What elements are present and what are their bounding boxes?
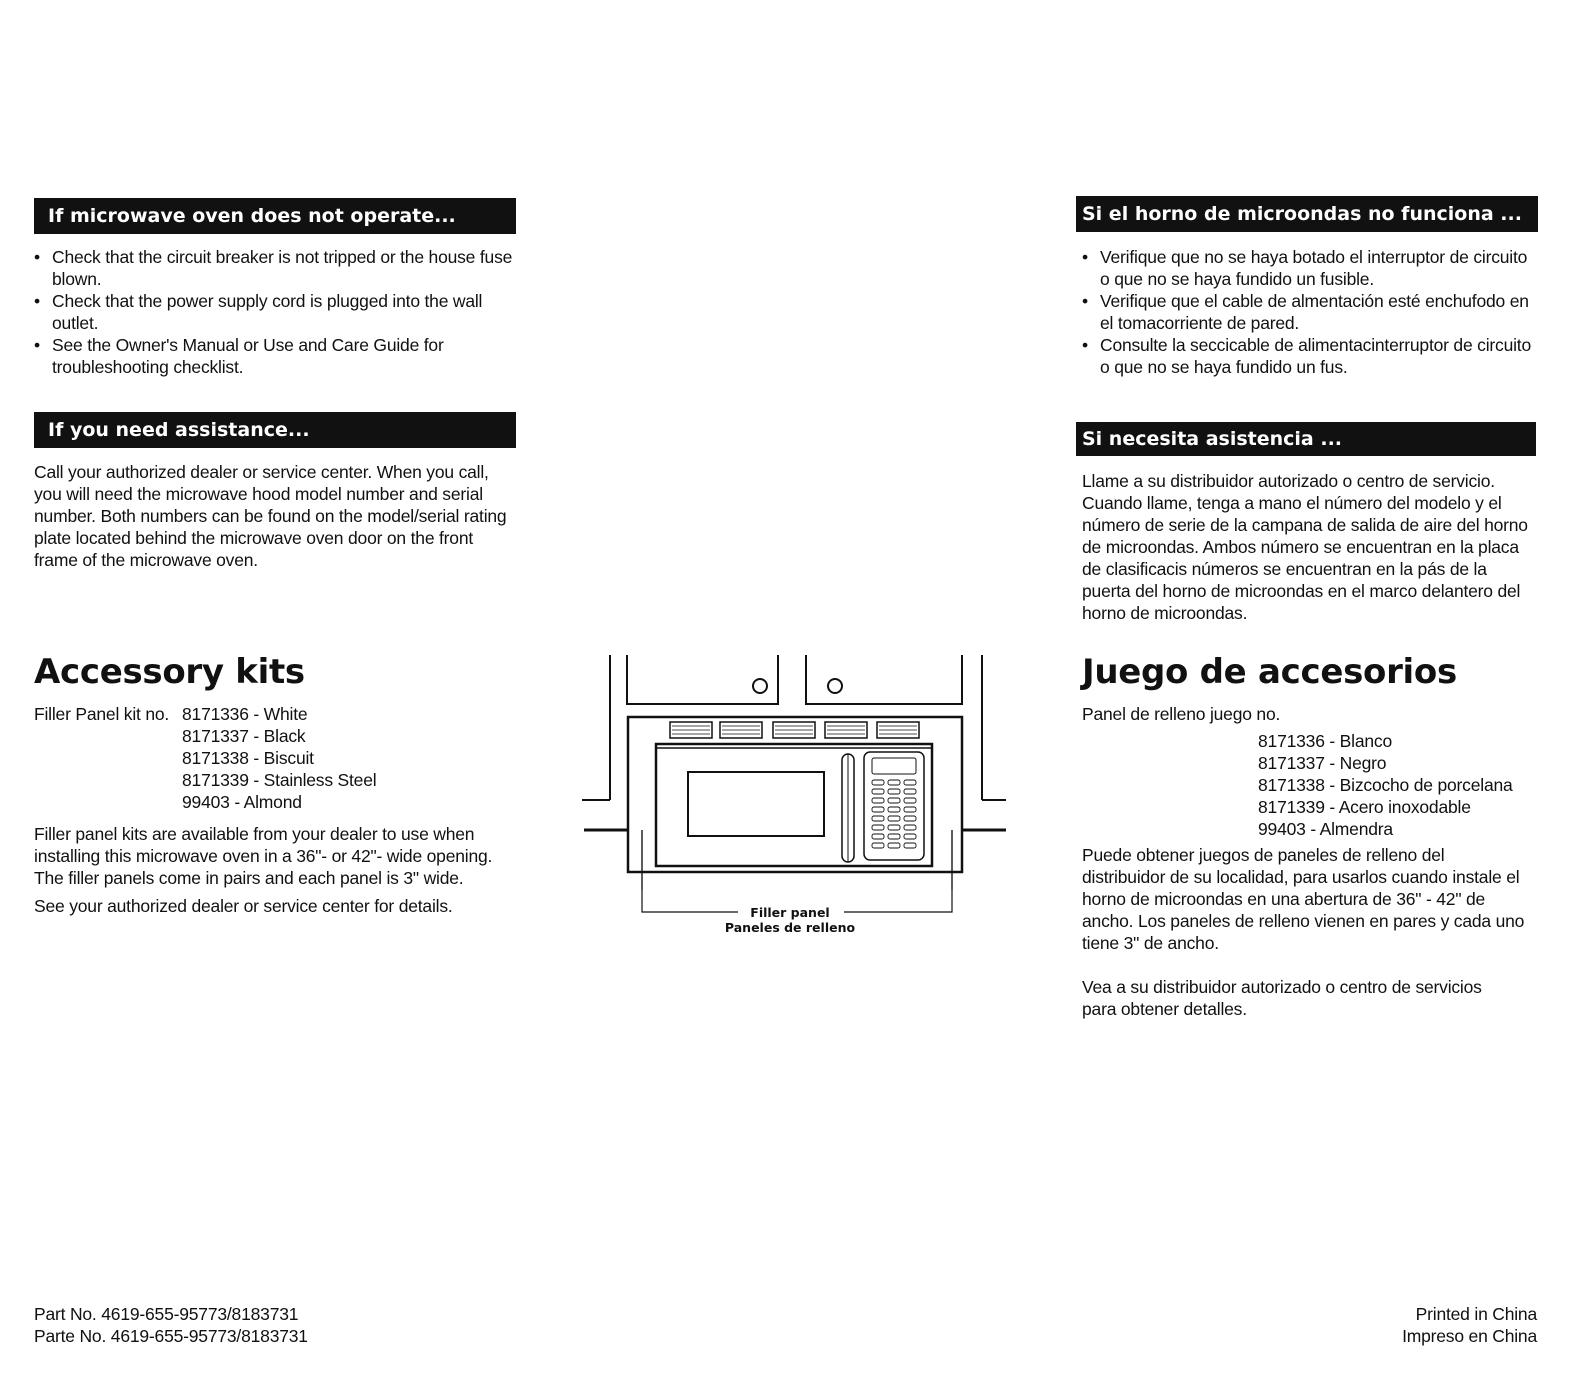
operate-heading-es: Si el horno de microondas no funciona ... bbox=[1076, 196, 1538, 232]
caption-filler-panel-en: Filler panel bbox=[750, 905, 830, 920]
kit-item: 8171337 - Negro bbox=[1258, 753, 1387, 773]
kit-availability-text: Filler panel kits are available from your dealer to use when installing this microwave oven in a 36"- or 42"- wide opening. The filler panels come in pairs and each panel is 3" wide. bbox=[34, 824, 493, 888]
juego-accesorios-title: Juego de accesorios bbox=[1082, 652, 1457, 692]
accessory-kits-title: Accessory kits bbox=[34, 652, 305, 692]
kit-item: 99403 - Almendra bbox=[1258, 819, 1393, 839]
operate-heading-en: If microwave oven does not operate... bbox=[34, 198, 516, 234]
list-item: • Verifique que el cable de almentación esté enchufodo en el tomacorriente de pared. bbox=[1082, 290, 1537, 334]
printed-in-footer bbox=[1300, 1303, 1537, 1347]
kit-item: 8171336 - Blanco bbox=[1258, 731, 1392, 751]
kit-item: 8171339 - Acero inoxodable bbox=[1258, 797, 1471, 817]
part-number-footer bbox=[34, 1303, 308, 1347]
kit-item: 8171337 - Black bbox=[182, 726, 306, 746]
control-display bbox=[872, 758, 916, 774]
operate-checklist-en bbox=[34, 246, 514, 378]
assistance-text-en: Call your authorized dealer or service center. When you call, you will need the microwave hood model number and serial number. Both numbers can be found on the model/serial rating plate located behind the microwave oven door on the front frame of the microwave oven. bbox=[34, 462, 507, 570]
printed-in-es: Impreso en China bbox=[1402, 1326, 1537, 1346]
part-number-en: Part No. 4619-655-95773/8183731 bbox=[34, 1304, 299, 1324]
diagram-caption bbox=[700, 905, 880, 935]
cabinet-knob-right bbox=[828, 679, 842, 693]
kit-item: 99403 - Almond bbox=[182, 792, 302, 812]
kit-item: 8171338 - Bizcocho de porcelana bbox=[1258, 775, 1513, 795]
upper-cabinet-door-right bbox=[806, 655, 962, 704]
kit-details-text: See your authorized dealer or service center for details. bbox=[34, 896, 453, 916]
microwave-window bbox=[688, 772, 824, 836]
kit-availability-text: Puede obtener juegos de paneles de relleno del distribuidor de su localidad, para usarlos cuando instale el horno de microondas en una abertura de 36" - 42" de ancho. Los paneles de relleno vienen en pares y cada uno tiene 3" de ancho. bbox=[1082, 845, 1525, 953]
part-number-es: Parte No. 4619-655-95773/8183731 bbox=[34, 1326, 308, 1346]
list-item: • Check that the circuit breaker is not tripped or the house fuse blown. bbox=[34, 246, 514, 290]
list-item: • Consulte la seccicable de alimentacinterruptor de circuito o que no se haya fundido un fus. bbox=[1082, 334, 1537, 378]
kit-item: 8171336 - White bbox=[182, 704, 308, 724]
kit-list-en bbox=[34, 703, 514, 917]
kit-label: Panel de relleno juego no. bbox=[1082, 704, 1281, 724]
kit-label: Filler Panel kit no. bbox=[34, 704, 170, 724]
kit-details-text: Vea a su distribuidor autorizado o centro de servicios para obtener detalles. bbox=[1082, 977, 1482, 1019]
assistance-text-es: Llame a su distribuidor autorizado o centro de servicio. Cuando llame, tenga a mano el número del modelo y el número de serie de la campana de salida de aire del horno de microondas. Ambos número se encuentran en la placa de clasificacis números se encuentran en la pás de la puerta del horno de microondas en el marco delantero del horno de microondas. bbox=[1082, 471, 1528, 623]
list-item: • Verifique que no se haya botado el interruptor de circuito o que no se haya fundido un fusible. bbox=[1082, 246, 1537, 290]
kit-list-es bbox=[1082, 703, 1537, 1020]
assistance-heading-es: Si necesita asistencia ... bbox=[1076, 422, 1536, 456]
caption-filler-panel-es: Paneles de relleno bbox=[724, 920, 856, 935]
list-item: • Check that the power supply cord is plugged into the wall outlet. bbox=[34, 290, 514, 334]
assistance-heading-en: If you need assistance... bbox=[34, 412, 516, 448]
kit-item: 8171339 - Stainless Steel bbox=[182, 770, 377, 790]
list-item: • See the Owner's Manual or Use and Care Guide for troubleshooting checklist. bbox=[34, 334, 514, 378]
kit-item: 8171338 - Biscuit bbox=[182, 748, 314, 768]
operate-checklist-es bbox=[1082, 246, 1537, 378]
printed-in-en: Printed in China bbox=[1415, 1304, 1537, 1324]
cabinet-knob-left bbox=[753, 679, 767, 693]
